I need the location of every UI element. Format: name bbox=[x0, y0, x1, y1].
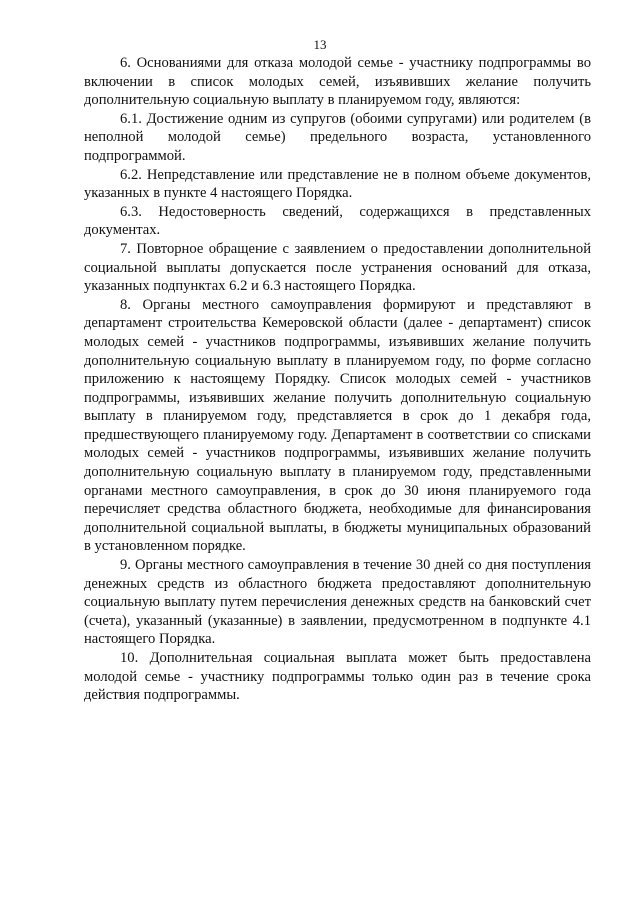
paragraph-6-3: 6.3. Недостоверность сведений, содержащихся в представленных документах. bbox=[84, 203, 591, 239]
paragraph-6-2: 6.2. Непредставление или представление не в полном объеме документов, указанных в пункте 4 настоящего Порядка. bbox=[84, 166, 591, 202]
paragraph-10: 10. Дополнительная социальная выплата может быть предоставлена молодой семье - участнику подпрограммы только один раз в течение срока действия подпрограммы. bbox=[84, 650, 591, 704]
page-number: 13 bbox=[313, 37, 327, 52]
paragraph-6: 6. Основаниями для отказа молодой семье - участнику подпрограммы во включении в список молодых семей, изъявивших желание получить дополнительную социальную выплату в планируемом году, являются: bbox=[84, 55, 591, 109]
document-body bbox=[84, 54, 591, 705]
paragraph-9: 9. Органы местного самоуправления в течение 30 дней со дня поступления денежных средств из областного бюджета предоставляют дополнительную социальную выплату путем перечисления денежных средств на банковский счет (счета), указанный (указанные) в заявлении, предусмотренном в подпункте 4.1 настоящего Порядка. bbox=[84, 557, 591, 648]
paragraph-7: 7. Повторное обращение с заявлением о предоставлении дополнительной социальной выплаты допускается после устранения оснований для отказа, указанных подпунктах 6.2 и 6.3 настоящего Порядка. bbox=[84, 240, 591, 295]
paragraph-8: 8. Органы местного самоуправления формируют и представляют в департамент строительства Кемеровской области (далее - департамент) список молодых семей - участников подпрограммы, изъявивших желание получить дополнительную социальную выплату в планируемом году, по форме согласно приложению к настоящему Порядку. Список молодых семей - участников подпрограммы, изъявивших желание получить дополнительную социальную выплату в планируемом году, представляется в срок до 1 декабря года, предшествующего планируемому году. Департамент в соответствии со списками молодых семей - участников подпрограммы, изъявивших желание получить дополнительную социальную выплату в планируемом году, представленными органами местного самоуправления, в срок до 30 июня планируемого года перечисляет средства областного бюджета, необходимые для финансирования дополнительной социальной выплаты, в бюджеты муниципальных образований в установленном порядке. bbox=[84, 296, 591, 555]
paragraph-6-1: 6.1. Достижение одним из супругов (обоими супругами) или родителем (в неполной молодой семье) предельного возраста, установленного подпрограммой. bbox=[84, 110, 591, 164]
